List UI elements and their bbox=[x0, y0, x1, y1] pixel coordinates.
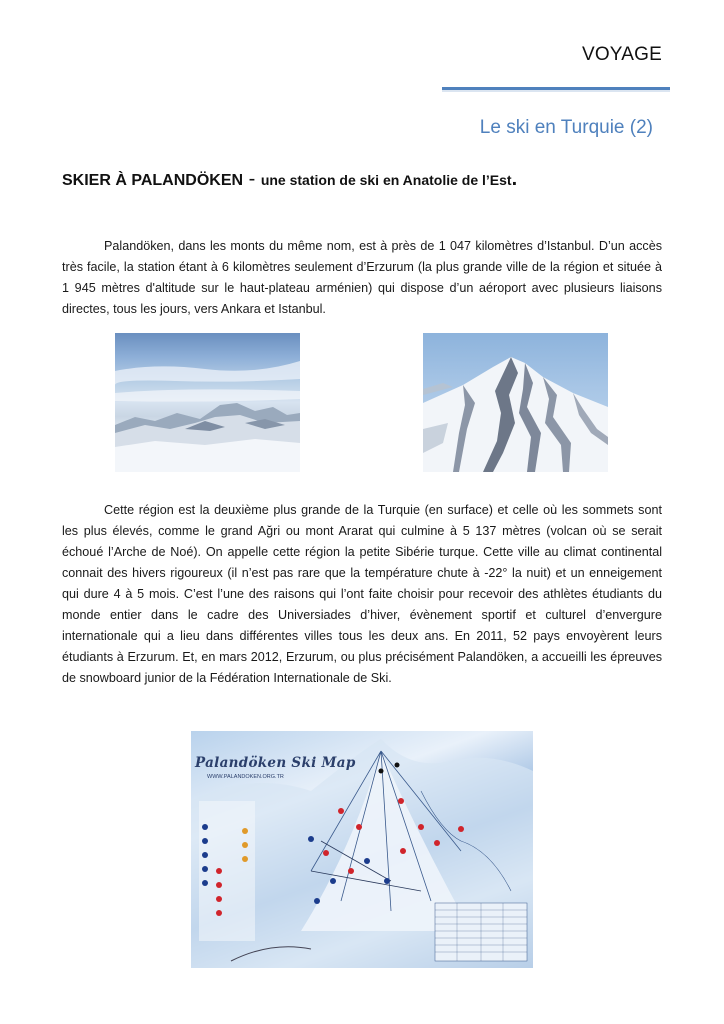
article-title: Le ski en Turquie (2) bbox=[479, 117, 653, 138]
map-url: WWW.PALANDOKEN.ORG.TR bbox=[207, 774, 284, 780]
heading-main: SKIER À PALANDÖKEN bbox=[62, 172, 244, 189]
section-heading bbox=[62, 168, 672, 191]
header-title: VOYAGE bbox=[581, 44, 662, 65]
heading-dash: - bbox=[243, 168, 261, 190]
photo-snowy-peak bbox=[423, 333, 608, 472]
photo-mountain-range bbox=[115, 333, 300, 472]
heading-dot: . bbox=[511, 168, 518, 190]
header-rule bbox=[442, 87, 670, 90]
photo-mountain-range-art bbox=[115, 333, 300, 472]
photo-snowy-peak-art bbox=[423, 333, 608, 472]
ski-map bbox=[191, 731, 533, 968]
map-title: Palandöken Ski Map bbox=[195, 755, 356, 771]
paragraph-intro: Palandöken, dans les monts du même nom, est à près de 1 047 kilomètres d’Istanbul. D’un accès très facile, la station étant à 6 kilomètres seulement d’Erzurum (la plus grande ville de la région et située à 1 945 mètres d'altitude sur le haut-plateau arménien) qui dispose d’un aéroport avec plusieurs liaisons directes, tous les jours, vers Ankara et Istanbul. bbox=[62, 239, 662, 316]
paragraph-region: Cette région est la deuxième plus grande de la Turquie (en surface) et celle où les sommets sont les plus élevés, comme le grand Ağri ou mont Ararat qui culmine à 5 137 mètres (volcan où se serait échoué l’Arche de Noé). On appelle cette région la petite Sibérie turque. Cette ville au climat continental connait des hivers rigoureux (il n’est pas rare que la température chute à -22° la nuit) et un enneigement qui dure 4 à 5 mois. C’est l’une des raisons qui l’ont faite choisir pour recevoir des athlètes étudiants du monde entier dans le cadre des Universiades d’hiver, évènement sportif et culturel d’envergure internationale qui a lieu dans différentes villes tous les deux ans. En 2011, 52 pays envoyèrent leurs étudiants à Erzurum. Et, en mars 2012, Erzurum, ou plus précisément Palandöken, a accueilli les épreuves de snowboard junior de la Fédération Internationale de Ski. bbox=[62, 503, 662, 685]
heading-subtitle: une station de ski en Anatolie de l’Est bbox=[260, 172, 512, 188]
